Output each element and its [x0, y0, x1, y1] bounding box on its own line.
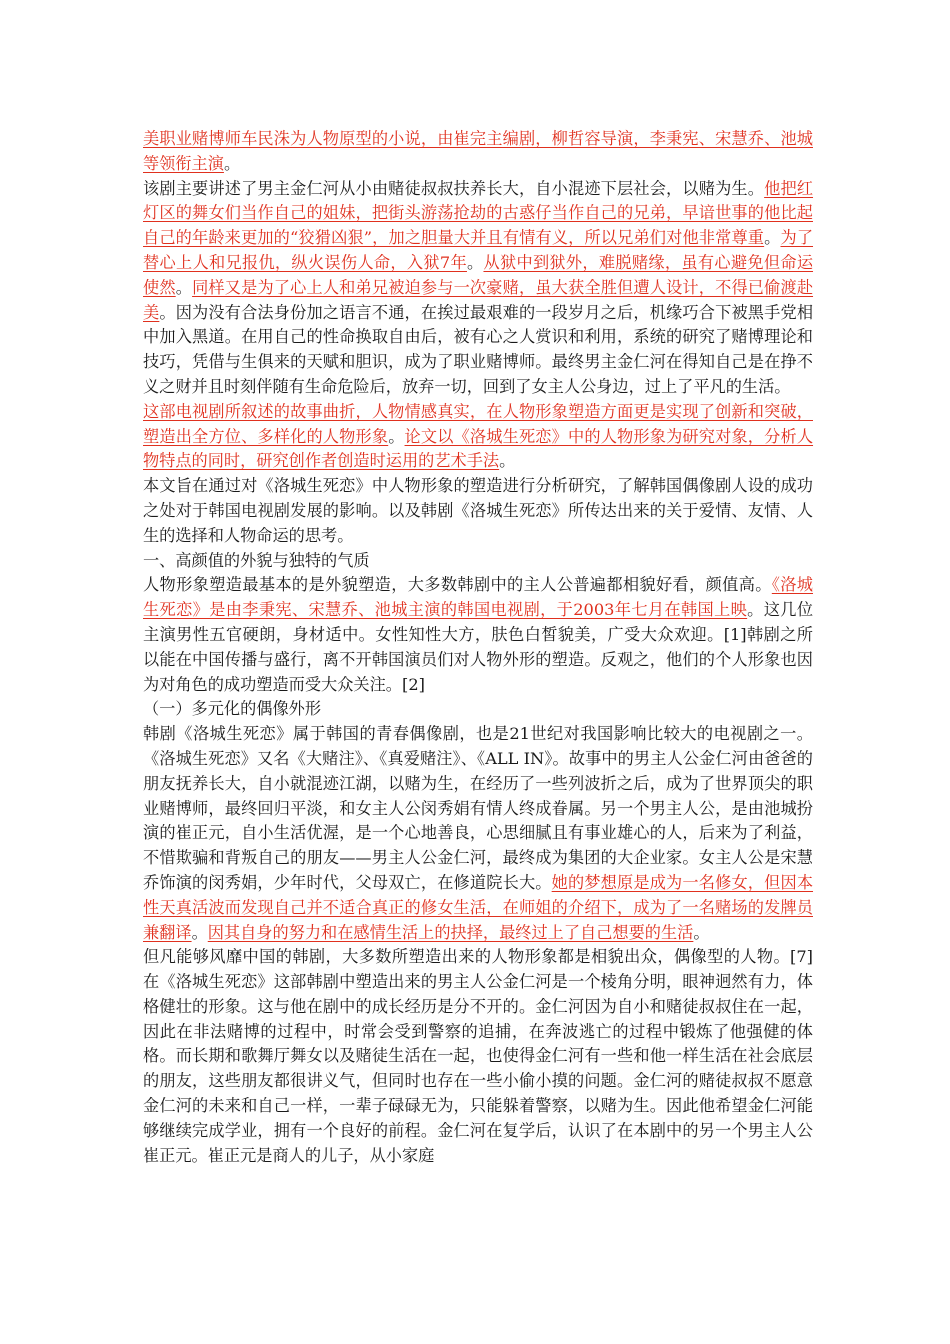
paragraph-intro-continuation	[143, 127, 813, 177]
document-page	[143, 127, 813, 1168]
highlighted-text: 《洛城生死恋》是由李秉宪、宋慧乔、池城主演的韩国电视剧，于2003年七月在韩国上映	[143, 575, 813, 620]
highlighted-text: 美职业赌博师车民洙为人物原型的小说，由崔完主编剧，柳哲容导演，李秉宪、宋慧乔、池城等领衔主演	[143, 129, 813, 173]
body-text: 韩剧《洛城生死恋》属于韩国的青春偶像剧，也是21世纪对我国影响比较大的电视剧之一。《洛城生死恋》又名《大赌注》、《真爱赌注》、《ALL IN》。故事中的男主人公金仁河由爸爸的朋友抚养长大，自小就混迹江湖，以赌为生，在经历了一些列波折之后，成为了世界顶尖的职业赌博师，最终回归平淡，和女主人公闵秀娟有情人终成眷属。另一个男主人公，是由池城扮演的崔正元，自小生活优渥，是一个心地善良，心思细腻且有事业雄心的人，后来为了利益，不惜欺骗和背叛自己的朋友——男主人公金仁河，最终成为集团的大企业家。女主人公是宋慧乔饰演的闵秀娟，少年时代，父母双亡，在修道院长大。	[143, 724, 813, 892]
body-text: 人物形象塑造最基本的是外貌塑造，大多数韩剧中的主人公普遍都相貌好看，颜值高。	[143, 575, 772, 595]
highlighted-text: 她的梦想原是成为一名修女，但因本性天真活波而发现自己并不适合真正的修女生活，在师姐的介绍下，成为了一名赌场的发牌员兼翻译	[143, 872, 814, 942]
highlighted-text: 从狱中到狱外，难脱赌缘，虽有心避免但命运使然	[143, 252, 814, 297]
highlighted-text: 这部电视剧所叙述的故事曲折，人物情感真实，在人物形象塑造方面更是实现了创新和突破，塑造出全方位、多样化的人物形象	[143, 401, 813, 446]
body-text: 该剧主要讲述了男主金仁河从小由赌徒叔叔扶养长大，自小混迹下层社会，以赌为生。	[143, 178, 765, 198]
body-text: 。	[466, 252, 484, 272]
highlighted-text: 他把红灯区的舞女们当作自己的姐妹，把街头游荡抢劫的古惑仔当作自己的兄弟，早谙世事的他比起自己的年龄来更加的“狡猾凶狠”，加之胆量大并且有情有义，所以兄弟们对他非常尊重	[143, 178, 814, 248]
highlighted-text: 因其自身的努力和在感情生活上的抉择，最终过上了自己想要的生活	[207, 922, 694, 942]
paragraph-drama-overview	[143, 722, 813, 945]
body-text: 。	[499, 451, 516, 471]
body-text: 。	[764, 228, 781, 248]
highlighted-text: 同样又是为了心上人和弟兄被迫参与一次豪赌，虽大获全胜但遭人设计，不得已偷渡赴美	[143, 277, 814, 322]
body-text: 一、高颜值的外貌与独特的气质	[143, 550, 370, 570]
body-text: 。因为没有合法身份加之语言不通，在挨过最艰难的一段岁月之后，机缘巧合下被黑手党相中加入黑道。在用自己的性命换取自由后，被有心之人赏识和利用，系统的研究了赌博理论和技巧，凭借与生俱来的天赋和胆识，成为了职业赌博师。最终男主金仁河在得知自己是在挣不义之财并且时刻伴随有生命危险后，放弃一切，回到了女主人公身边，过上了平凡的生活。	[143, 302, 814, 396]
subsection-heading-idol-look	[143, 697, 813, 722]
body-text: 。这几位主演男性五官硬朗，身材适中。女性知性大方，肤色白皙貌美，广受大众欢迎。[1]韩剧之所以能在中国传播与盛行，离不开韩国演员们对人物外形的塑造。反观之，他们的个人形象也因为对角色的成功塑造而受大众关注。[2]	[143, 600, 814, 694]
paragraph-character-analysis	[143, 945, 813, 1168]
body-text: 。	[175, 277, 193, 297]
paragraph-story-evaluation	[143, 400, 813, 474]
body-text: 。	[223, 153, 241, 173]
paragraph-research-purpose	[143, 474, 813, 548]
body-text: 但凡能够风靡中国的韩剧，大多数所塑造出来的人物形象都是相貌出众，偶像型的人物。[7]在《洛城生死恋》这部韩剧中塑造出来的男主人公金仁河是一个棱角分明，眼神迥然有力，体格健壮的形象。这与他在剧中的成长经历是分不开的。金仁河因为自小和赌徒叔叔住在一起，因此在非法赌博的过程中，时常会受到警察的追捕，在奔波逃亡的过程中锻炼了他强健的体格。而长期和歌舞厅舞女以及赌徒生活在一起，也使得金仁河有一些和他一样生活在社会底层的朋友，这些朋友都很讲义气，但同时也存在一些小偷小摸的问题。金仁河的赌徒叔叔不愿意金仁河的未来和自己一样，一辈子碌碌无为，只能躲着警察，以赌为生。因此他希望金仁河能够继续完成学业，拥有一个良好的前程。金仁河在复学后，认识了在本剧中的另一个男主人公崔正元。崔正元是商人的儿子，从小家庭	[143, 947, 813, 1165]
highlighted-text: 论文以《洛城生死恋》中的人物形象为研究对象，分析人物特点的同时，研究创作者创造时运用的艺术手法	[143, 426, 814, 471]
body-text: （一）多元化的偶像外形	[143, 699, 322, 719]
body-text: 。	[693, 922, 710, 942]
section-heading-appearance	[143, 549, 813, 574]
body-text: 。	[388, 426, 405, 446]
paragraph-plot-summary	[143, 177, 813, 400]
highlighted-text: 为了替心上人和兄报仇，纵火误伤人命，入狱7年	[143, 228, 814, 272]
paragraph-appearance	[143, 573, 813, 697]
body-text: 。	[191, 922, 208, 942]
body-text: 本文旨在通过对《洛城生死恋》中人物形象的塑造进行分析研究，了解韩国偶像剧人设的成功之处对于韩国电视剧发展的影响。以及韩剧《洛城生死恋》所传达出来的关于爱情、友情、人生的选择和人物命运的思考。	[143, 476, 813, 545]
